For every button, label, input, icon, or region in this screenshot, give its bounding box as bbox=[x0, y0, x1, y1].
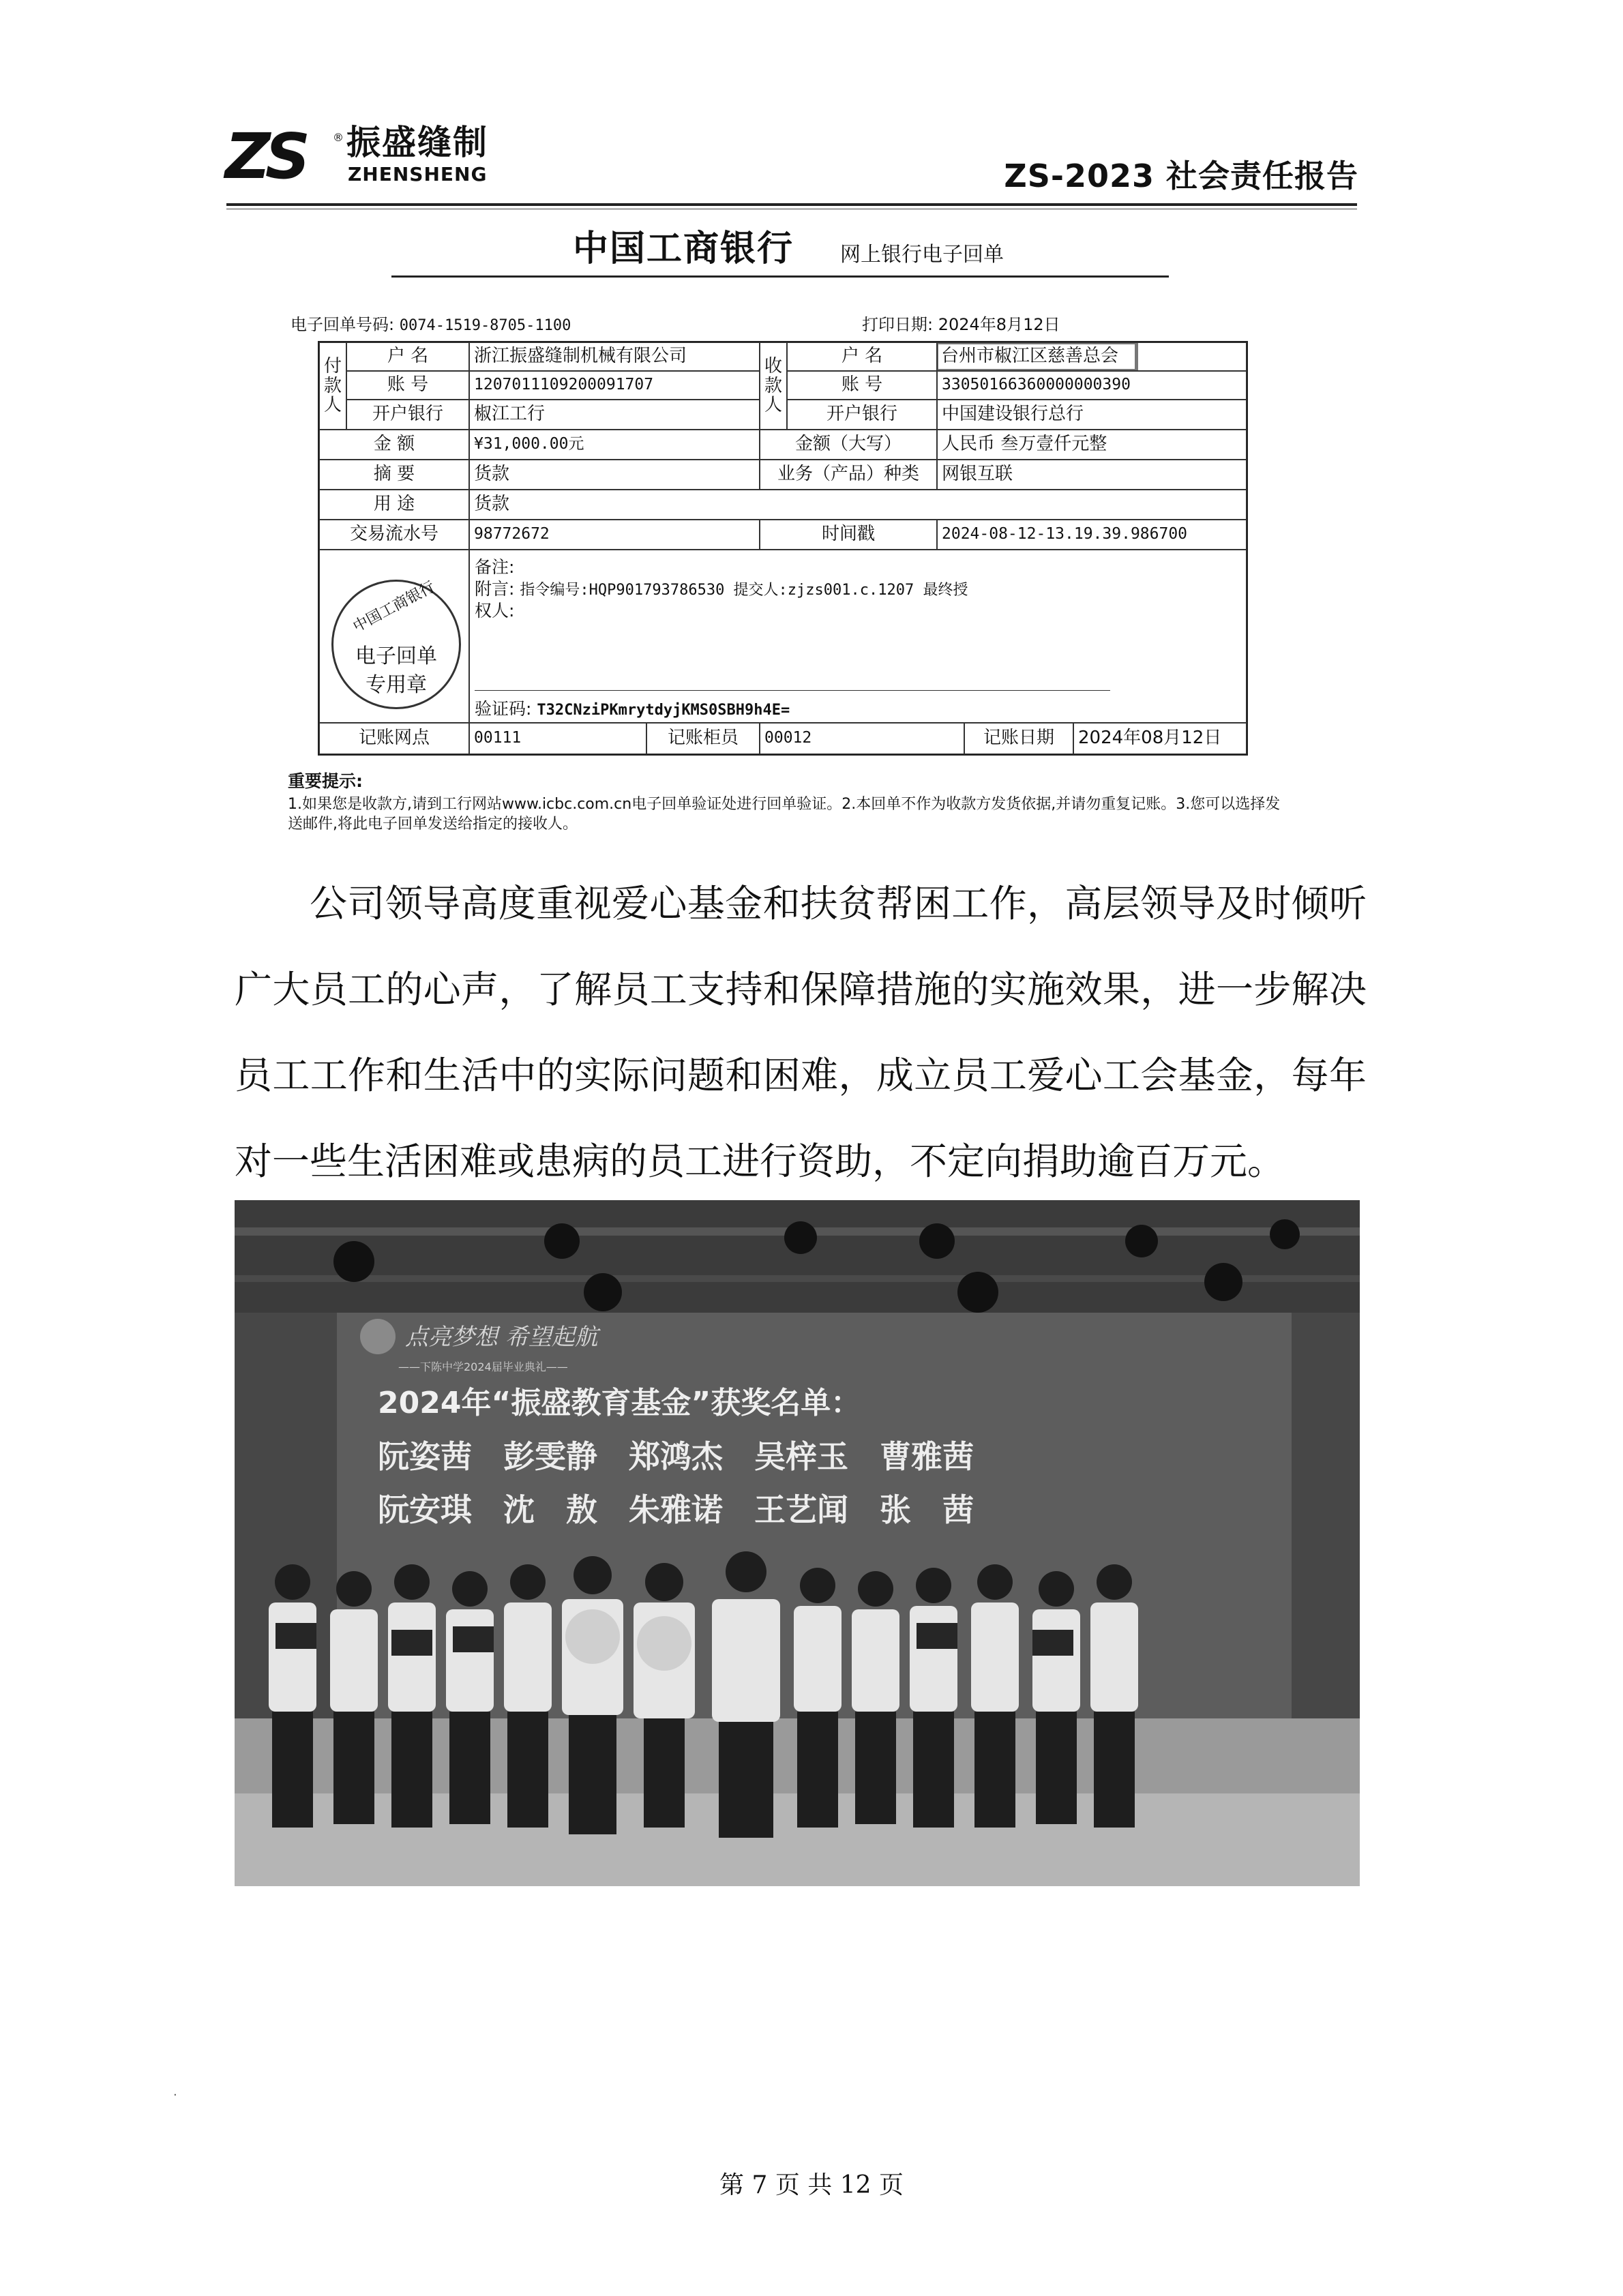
receipt-number-label: 电子回单号码: bbox=[291, 315, 395, 334]
photo-names-row1: 阮姿茜 彭雯静 郑鸿杰 吴梓玉 曹雅茜 bbox=[378, 1438, 974, 1475]
bank-title-underline bbox=[391, 275, 1169, 278]
stamp-line2: 专用章 bbox=[366, 673, 427, 697]
summary-value: 货款 bbox=[469, 460, 760, 490]
amount-cn-value: 人民币 叁万壹仟元整 bbox=[937, 430, 1247, 460]
payee-name-label: 户 名 bbox=[787, 342, 937, 371]
branch-label: 记账网点 bbox=[319, 723, 469, 754]
photo-names-row2: 阮安琪 沈 敖 朱雅诺 王艺闻 张 茜 bbox=[378, 1491, 974, 1528]
verify-code bbox=[475, 696, 790, 720]
payee-bank: 中国建设银行总行 bbox=[937, 400, 1247, 430]
tips-title: 重要提示: bbox=[288, 771, 363, 791]
photo-event: ——下陈中学2024届毕业典礼—— bbox=[398, 1360, 568, 1373]
logo-chinese-name: 振盛缝制 bbox=[346, 123, 488, 162]
teller-label: 记账柜员 bbox=[646, 723, 760, 754]
timestamp-label: 时间戳 bbox=[760, 520, 937, 550]
receipt-number-value: 0074-1519-8705-1100 bbox=[399, 317, 571, 334]
addendum bbox=[475, 576, 968, 600]
page-number: 第 7 页 共 12 页 bbox=[719, 2171, 904, 2199]
payer-account-label: 账 号 bbox=[346, 371, 469, 400]
teller-value: 00012 bbox=[760, 723, 964, 754]
summary-label: 摘 要 bbox=[319, 460, 469, 490]
payer-name: 浙江振盛缝制机械有限公司 bbox=[469, 342, 760, 371]
scan-mark: · bbox=[173, 2088, 177, 2102]
logo-registered-mark: ® bbox=[333, 131, 344, 144]
payee-name-highlight: 台州市椒江区慈善总会 bbox=[937, 342, 1138, 371]
biz-type-value: 网银互联 bbox=[937, 460, 1247, 490]
photo-scene bbox=[235, 1200, 1360, 1886]
purpose-label: 用 途 bbox=[319, 490, 469, 520]
amount-value: ¥31,000.00元 bbox=[469, 430, 760, 460]
timestamp-value: 2024-08-12-13.19.39.986700 bbox=[937, 520, 1247, 550]
print-date bbox=[862, 311, 1060, 335]
payer-bank-label: 开户银行 bbox=[346, 400, 469, 430]
official-stamp bbox=[319, 566, 471, 717]
post-date-value: 2024年08月12日 bbox=[1073, 723, 1247, 754]
print-date-value: 2024年8月12日 bbox=[938, 315, 1060, 334]
amount-label: 金 额 bbox=[319, 430, 469, 460]
logo-mark: ZS bbox=[225, 120, 305, 193]
addendum-continued: 权人: bbox=[475, 601, 515, 621]
photo-slogan: 点亮梦想 希望起航 bbox=[405, 1324, 598, 1351]
print-date-label: 打印日期: bbox=[862, 315, 934, 334]
payee-account-label: 账 号 bbox=[787, 371, 937, 400]
payee-bank-label: 开户银行 bbox=[787, 400, 937, 430]
payer-bank: 椒江工行 bbox=[469, 400, 760, 430]
award-ceremony-photo bbox=[235, 1200, 1360, 1886]
report-title: ZS-2023 社会责任报告 bbox=[1004, 158, 1358, 194]
bank-title: 中国工商银行 bbox=[573, 228, 794, 269]
logo-english-name: ZHENSHENG bbox=[348, 163, 488, 185]
payee-group-label: 收款人 bbox=[760, 342, 787, 430]
addendum-value: 指令编号:HQP901793786530 提交人:zjzs001.c.1207 最终授 bbox=[520, 582, 968, 599]
post-date-label: 记账日期 bbox=[964, 723, 1073, 754]
photo-heading: 2024年“振盛教育基金”获奖名单： bbox=[378, 1386, 861, 1420]
bank-subtitle: 网上银行电子回单 bbox=[840, 243, 1004, 267]
stamp-circle bbox=[331, 580, 461, 709]
remark-label: 备注: bbox=[475, 557, 515, 577]
branch-value: 00111 bbox=[469, 723, 646, 754]
purpose-value: 货款 bbox=[469, 490, 1247, 520]
payee-name bbox=[937, 342, 1247, 371]
payee-account: 33050166360000000390 bbox=[937, 371, 1247, 400]
stamp-bank-name: 中国工商银行 bbox=[350, 578, 438, 636]
tips-text: 1.如果您是收款方,请到工行网站www.icbc.com.cn电子回单验证处进行回单验证。2.本回单不作为收款方发货依据,并请勿重复记账。3.您可以选择发送邮件,将此电子回单发送给指定的接收人。 bbox=[288, 796, 1281, 833]
receipt-number bbox=[291, 311, 571, 335]
verify-code-label: 验证码: bbox=[475, 699, 532, 719]
bank-receipt-table bbox=[318, 341, 1248, 756]
payer-group-label: 付款人 bbox=[319, 342, 346, 430]
serial-label: 交易流水号 bbox=[319, 520, 469, 550]
header-divider bbox=[226, 203, 1357, 206]
amount-cn-label: 金额（大写） bbox=[760, 430, 937, 460]
body-paragraph: 公司领导高度重视爱心基金和扶贫帮困工作，高层领导及时倾听广大员工的心声，了解员工支持和保障措施的实施效果，进一步解决员工工作和生活中的实际问题和困难，成立员工爱心工会基金，每年对一些生活困难或患病的员工进行资助，不定向捐助逾百万元。 bbox=[235, 882, 1367, 1183]
biz-type-label: 业务（产品）种类 bbox=[760, 460, 937, 490]
remark-divider bbox=[475, 690, 1110, 691]
verify-code-value: T32CNziPKmrytdyjKMS0SBH9h4E= bbox=[537, 702, 790, 719]
payer-name-label: 户 名 bbox=[346, 342, 469, 371]
addendum-label: 附言: bbox=[475, 579, 515, 599]
serial-value: 98772672 bbox=[469, 520, 760, 550]
company-logo bbox=[225, 121, 511, 196]
stamp-line1: 电子回单 bbox=[355, 644, 437, 668]
payer-account: 1207011109200091707 bbox=[469, 371, 760, 400]
